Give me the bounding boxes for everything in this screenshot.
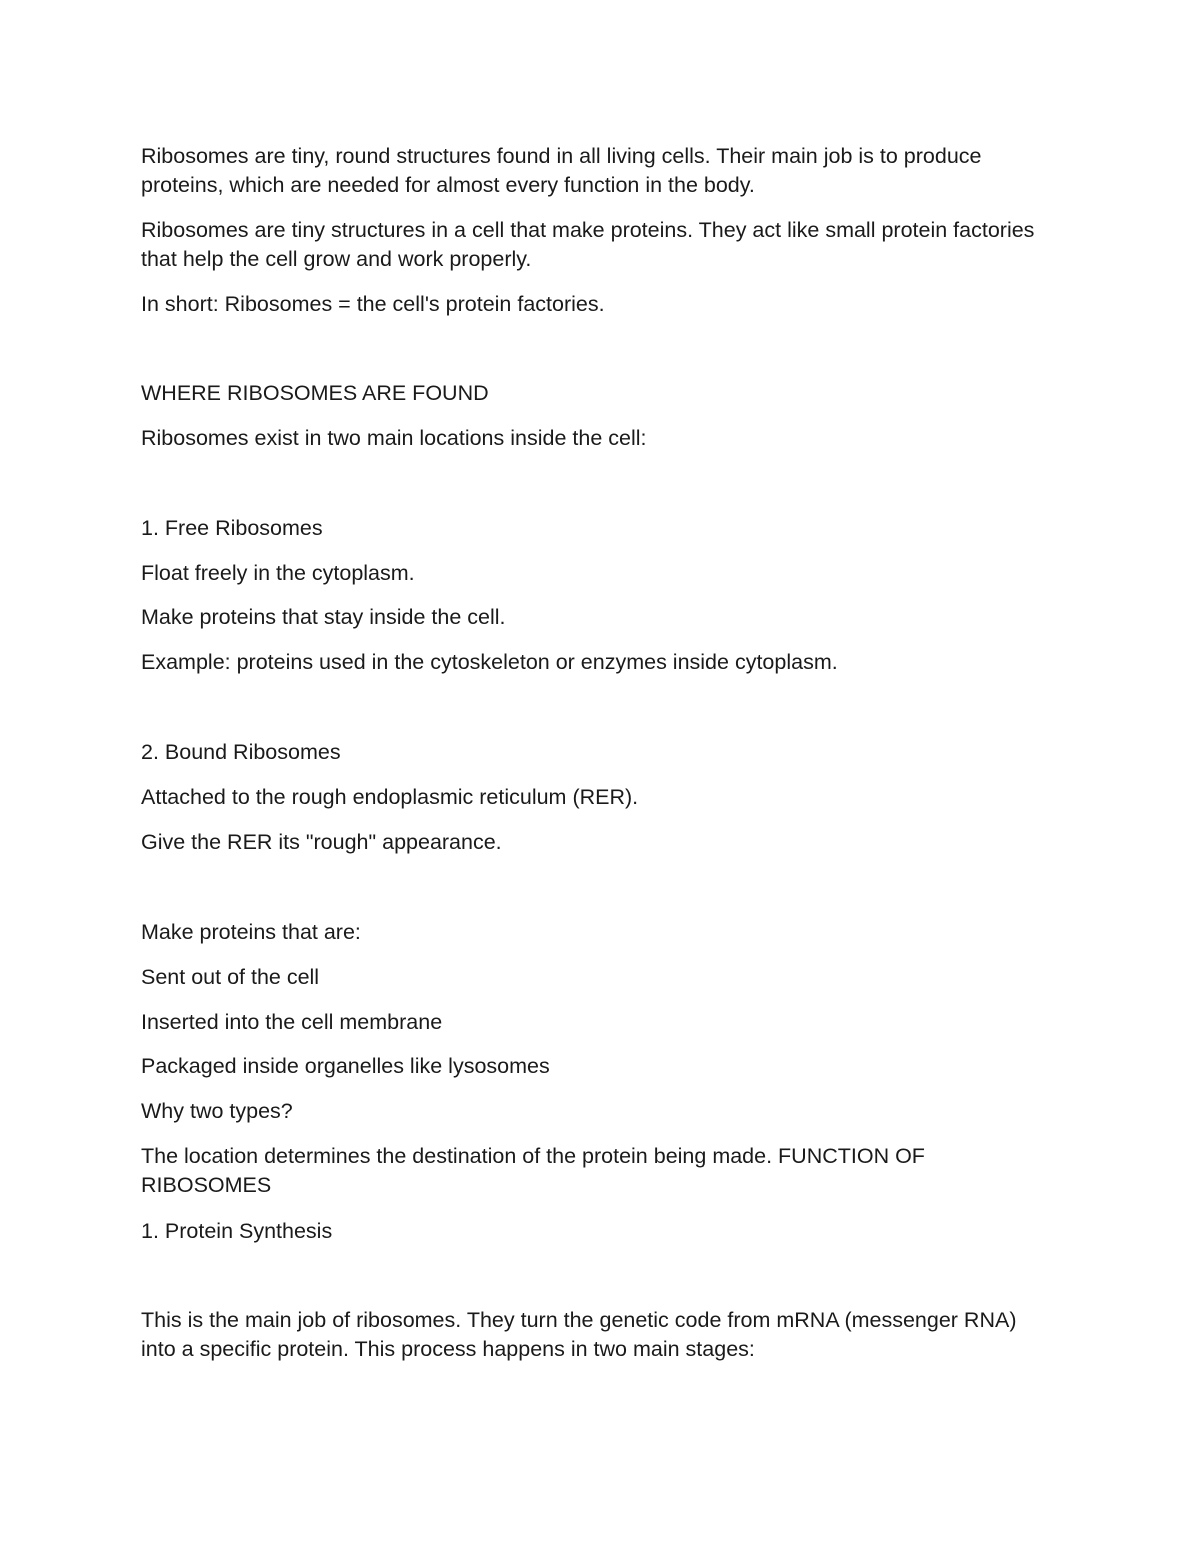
subheading-free-ribosomes: 1. Free Ribosomes (141, 516, 323, 540)
bound-proteins-item-3: Packaged inside organelles like lysosomes (141, 1054, 550, 1078)
subheading-bound-ribosomes: 2. Bound Ribosomes (141, 740, 341, 764)
free-ribosomes-point-1: Float freely in the cytoplasm. (141, 561, 415, 585)
bound-ribosomes-point-1: Attached to the rough endoplasmic reticulum (RER). (141, 785, 639, 809)
why-two-types-question: Why two types? (141, 1099, 293, 1123)
free-ribosomes-example: Example: proteins used in the cytoskeleton or enzymes inside cytoplasm. (141, 650, 838, 674)
summary-paragraph: Ribosomes are tiny structures in a cell that make proteins. They act like small protein factories that help the cell grow and work properly. (141, 218, 1035, 271)
subheading-protein-synthesis: 1. Protein Synthesis (141, 1219, 333, 1243)
bound-proteins-intro: Make proteins that are: (141, 920, 361, 944)
protein-synthesis-paragraph: This is the main job of ribosomes. They turn the genetic code from mRNA (messenger RNA) into a specific protein. This process happens in two main stages: (141, 1308, 1017, 1361)
bound-proteins-item-2: Inserted into the cell membrane (141, 1010, 443, 1034)
bound-ribosomes-point-2: Give the RER its "rough" appearance. (141, 830, 502, 854)
location-destination-paragraph: The location determines the destination of the protein being made. FUNCTION OF RIBOSOMES (141, 1144, 925, 1197)
locations-intro: Ribosomes exist in two main locations inside the cell: (141, 426, 647, 450)
free-ribosomes-point-2: Make proteins that stay inside the cell. (141, 605, 506, 629)
section-heading-where-found: WHERE RIBOSOMES ARE FOUND (141, 381, 489, 405)
bound-proteins-item-1: Sent out of the cell (141, 965, 320, 989)
in-short-line: In short: Ribosomes = the cell's protein factories. (141, 292, 605, 316)
intro-paragraph: Ribosomes are tiny, round structures found in all living cells. Their main job is to produce proteins, which are needed for almost every function in the body. (141, 144, 982, 197)
